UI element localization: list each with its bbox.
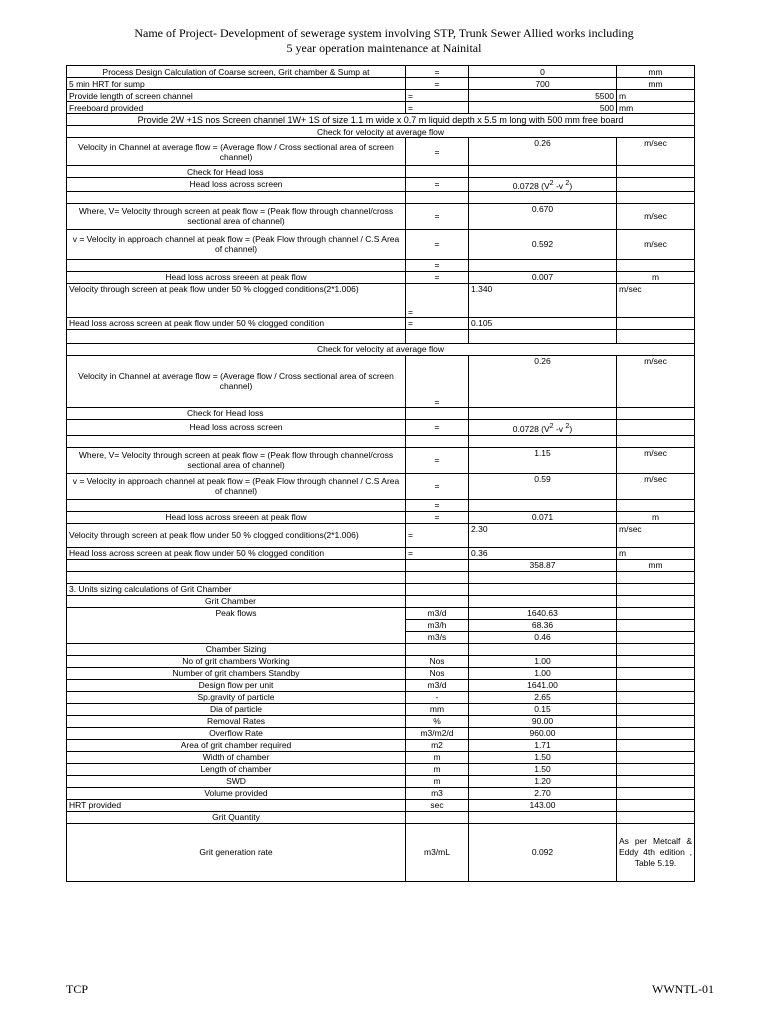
value-cell: 1.00 [469, 655, 617, 667]
param-cell: Head loss across sreeen at peak flow [67, 271, 406, 283]
table-row [67, 407, 695, 419]
equals-cell: = [406, 259, 469, 271]
empty-cell [617, 595, 695, 607]
table-row [67, 787, 695, 799]
param-cell: Area of grit chamber required [67, 739, 406, 751]
table-row [67, 435, 695, 447]
empty-cell [617, 259, 695, 271]
empty-cell [469, 499, 617, 511]
unit-cell: mm [617, 559, 695, 571]
empty-cell [67, 559, 406, 571]
param-cell: Head loss across screen [67, 419, 406, 435]
empty-cell [617, 643, 695, 655]
formula-text: -v [553, 180, 566, 191]
section-heading: 3. Units sizing calculations of Grit Chamber [67, 583, 406, 595]
equals-cell: = [406, 447, 469, 473]
value-cell: 90.00 [469, 715, 617, 727]
param-cell: Check for Head loss [67, 407, 406, 419]
table-row [67, 571, 695, 583]
table-row [67, 259, 695, 271]
param-cell: Volume provided [67, 787, 406, 799]
unit-cell: m [406, 775, 469, 787]
table-row [67, 655, 695, 667]
param-cell: Velocity through screen at peak flow under 50 % clogged conditions(2*1.006) [67, 523, 406, 547]
empty-cell [406, 329, 469, 343]
empty-cell [617, 178, 695, 192]
table-row [67, 473, 695, 499]
equals-cell: = [406, 355, 469, 407]
param-cell: Where, V= Velocity through screen at peak flow = (Peak flow through channel/cross sectional area of channel) [67, 447, 406, 473]
param-cell: 5 min HRT for sump [67, 78, 406, 90]
empty-cell [617, 655, 695, 667]
param-cell: v = Velocity in approach channel at peak flow = (Peak Flow through channel / C.S Area of channel) [67, 473, 406, 499]
unit-cell: m [617, 511, 695, 523]
table-row [67, 763, 695, 775]
param-cell: v = Velocity in approach channel at peak flow = (Peak Flow through channel / C.S Area of channel) [67, 229, 406, 259]
formula-text: 0.0728 (V [512, 180, 550, 191]
empty-cell [617, 607, 695, 619]
unit-cell: m/sec [617, 138, 695, 166]
formula-exponent: 2 [565, 179, 570, 187]
empty-cell [617, 727, 695, 739]
section-heading: Check for velocity at average flow [67, 343, 695, 355]
param-cell: Grit generation rate [67, 823, 406, 881]
empty-cell [406, 571, 469, 583]
empty-cell [617, 435, 695, 447]
empty-cell [469, 643, 617, 655]
table-row [67, 126, 695, 138]
empty-cell [617, 191, 695, 203]
unit-cell: mm [406, 703, 469, 715]
value-cell: 68.36 [469, 619, 617, 631]
param-cell: Where, V= Velocity through screen at peak flow = (Peak flow through channel/cross sectional area of channel) [67, 203, 406, 229]
param-cell: No of grit chambers Working [67, 655, 406, 667]
value-cell: 2.30 [469, 523, 617, 547]
table-row [67, 523, 695, 547]
equals-cell: = [406, 317, 469, 329]
empty-cell [406, 435, 469, 447]
equals-cell: = [406, 102, 469, 114]
value-cell: 0.59 [469, 473, 617, 499]
value-cell: 1.15 [469, 447, 617, 473]
value-cell: 0.15 [469, 703, 617, 715]
table-row [67, 583, 695, 595]
value-cell: 143.00 [469, 799, 617, 811]
table-row [67, 727, 695, 739]
unit-cell: m/sec [617, 203, 695, 229]
param-cell: Removal Rates [67, 715, 406, 727]
empty-cell [617, 679, 695, 691]
formula-cell [469, 419, 617, 435]
table-row [67, 799, 695, 811]
table-row [67, 283, 695, 317]
unit-cell: m [617, 271, 695, 283]
table-row [67, 703, 695, 715]
unit-cell: m3 [406, 787, 469, 799]
param-cell: Process Design Calculation of Coarse screen, Grit chamber & Sump at [67, 66, 406, 78]
table-row [67, 178, 695, 192]
value-cell: 1.20 [469, 775, 617, 787]
param-cell: Head loss across screen [67, 178, 406, 192]
unit-cell: m/sec [617, 473, 695, 499]
param-cell: Velocity in Channel at average flow = (Average flow / Cross sectional area of screen channel) [67, 138, 406, 166]
param-cell: Head loss across sreeen at peak flow [67, 511, 406, 523]
formula-exponent: 2 [549, 179, 554, 187]
table-row [67, 329, 695, 343]
empty-cell [406, 191, 469, 203]
empty-cell [617, 787, 695, 799]
unit-cell: m3/h [406, 619, 469, 631]
value-cell: 500 [469, 102, 617, 114]
unit-cell: mm [617, 78, 695, 90]
table-row [67, 823, 695, 881]
empty-cell [617, 667, 695, 679]
table-row [67, 751, 695, 763]
empty-cell [617, 619, 695, 631]
reference-note: As per Metcalf & Eddy 4th edition , Table 5.19. [617, 823, 695, 881]
equals-cell: = [406, 499, 469, 511]
empty-cell [67, 571, 406, 583]
empty-cell [617, 811, 695, 823]
table-row [67, 114, 695, 126]
unit-cell: m2 [406, 739, 469, 751]
equals-cell: = [406, 178, 469, 192]
equals-cell: = [406, 66, 469, 78]
value-cell: 358.87 [469, 559, 617, 571]
empty-cell [67, 191, 406, 203]
empty-cell [469, 595, 617, 607]
empty-cell [617, 775, 695, 787]
param-cell: Provide length of screen channel [67, 90, 406, 102]
value-cell: 0.36 [469, 547, 617, 559]
empty-cell [469, 583, 617, 595]
unit-cell: m/sec [617, 447, 695, 473]
table-row [67, 511, 695, 523]
empty-cell [469, 329, 617, 343]
empty-cell [406, 166, 469, 178]
unit-cell: m3/mL [406, 823, 469, 881]
value-cell: 1640.63 [469, 607, 617, 619]
formula-text: -v [553, 423, 566, 434]
param-cell: Number of grit chambers Standby [67, 667, 406, 679]
provision-note: Provide 2W +1S nos Screen channel 1W+ 1S of size 1.1 m wide x 0.7 m liquid depth x 5.5 m long with 500 mm free board [67, 114, 695, 126]
equals-cell: = [406, 523, 469, 547]
project-title-line2: 5 year operation maintenance at Nainital [286, 41, 482, 55]
value-cell: 1.71 [469, 739, 617, 751]
formula-text: 0.0728 (V [512, 423, 550, 434]
empty-cell [406, 595, 469, 607]
empty-cell [469, 407, 617, 419]
empty-cell [469, 435, 617, 447]
formula-text: ) [569, 423, 573, 434]
unit-cell: mm [617, 66, 695, 78]
unit-cell: Nos [406, 655, 469, 667]
section-heading: Chamber Sizing [67, 643, 406, 655]
value-cell: 0 [469, 66, 617, 78]
table-row [67, 691, 695, 703]
value-cell: 1.50 [469, 763, 617, 775]
table-row [67, 343, 695, 355]
table-row [67, 739, 695, 751]
param-cell: Dia of particle [67, 703, 406, 715]
footer-left-label: TCP [66, 982, 89, 996]
footer-document-code: WWNTL-01 [652, 982, 714, 996]
table-row [67, 203, 695, 229]
unit-cell: sec [406, 799, 469, 811]
section-heading: Check for velocity at average flow [67, 126, 695, 138]
value-cell: 1641.00 [469, 679, 617, 691]
value-cell: 0.46 [469, 631, 617, 643]
value-cell: 1.00 [469, 667, 617, 679]
empty-cell [67, 435, 406, 447]
unit-cell: - [406, 691, 469, 703]
unit-cell: Nos [406, 667, 469, 679]
empty-cell [469, 166, 617, 178]
table-row [67, 66, 695, 78]
table-row [67, 607, 695, 619]
equals-cell: = [406, 419, 469, 435]
empty-cell [67, 499, 406, 511]
value-cell: 2.65 [469, 691, 617, 703]
empty-cell [469, 191, 617, 203]
table-row [67, 419, 695, 435]
unit-cell: m/sec [617, 523, 695, 547]
table-row [67, 229, 695, 259]
table-row [67, 138, 695, 166]
table-row [67, 102, 695, 114]
unit-cell: mm [617, 102, 695, 114]
param-cell: Length of chamber [67, 763, 406, 775]
empty-cell [617, 166, 695, 178]
param-cell: Sp.gravity of particle [67, 691, 406, 703]
table-row [67, 559, 695, 571]
value-cell: 0.092 [469, 823, 617, 881]
table-row [67, 667, 695, 679]
equals-cell: = [406, 547, 469, 559]
equals-cell: = [406, 271, 469, 283]
value-cell: 5500 [469, 90, 617, 102]
empty-cell [617, 739, 695, 751]
empty-cell [617, 407, 695, 419]
empty-cell [617, 583, 695, 595]
empty-cell [617, 419, 695, 435]
empty-cell [617, 571, 695, 583]
value-cell: 0.26 [469, 355, 617, 407]
value-cell: 960.00 [469, 727, 617, 739]
table-row [67, 447, 695, 473]
empty-cell [617, 751, 695, 763]
empty-cell [617, 763, 695, 775]
empty-cell [406, 811, 469, 823]
table-row [67, 191, 695, 203]
equals-cell: = [406, 78, 469, 90]
formula-cell [469, 178, 617, 192]
unit-cell: m/sec [617, 355, 695, 407]
table-row [67, 355, 695, 407]
table-row [67, 595, 695, 607]
equals-cell: = [406, 283, 469, 317]
param-cell: Design flow per unit [67, 679, 406, 691]
value-cell: 0.592 [469, 229, 617, 259]
empty-cell [617, 703, 695, 715]
equals-cell: = [406, 90, 469, 102]
unit-cell: % [406, 715, 469, 727]
equals-cell: = [406, 203, 469, 229]
equals-cell: = [406, 138, 469, 166]
empty-cell [617, 631, 695, 643]
table-row [67, 775, 695, 787]
empty-cell [617, 691, 695, 703]
unit-cell: m/sec [617, 229, 695, 259]
empty-cell [406, 643, 469, 655]
unit-cell: m [406, 763, 469, 775]
param-cell: Velocity in Channel at average flow = (Average flow / Cross sectional area of screen channel) [67, 355, 406, 407]
equals-cell: = [406, 511, 469, 523]
param-cell: Head loss across screen at peak flow under 50 % clogged condition [67, 547, 406, 559]
empty-cell [617, 499, 695, 511]
param-cell: Head loss across screen at peak flow under 50 % clogged condition [67, 317, 406, 329]
param-cell: Velocity through screen at peak flow under 50 % clogged conditions(2*1.006) [67, 283, 406, 317]
empty-cell [469, 811, 617, 823]
param-cell: HRT provided [67, 799, 406, 811]
empty-cell [406, 583, 469, 595]
equals-cell: = [406, 229, 469, 259]
table-row [67, 679, 695, 691]
empty-cell [406, 559, 469, 571]
param-cell: Peak flows [67, 607, 406, 643]
empty-cell [469, 259, 617, 271]
unit-cell: m3/d [406, 679, 469, 691]
empty-cell [469, 571, 617, 583]
value-cell: 0.105 [469, 317, 617, 329]
value-cell: 0.071 [469, 511, 617, 523]
unit-cell: m3/d [406, 607, 469, 619]
table-row [67, 78, 695, 90]
table-row [67, 547, 695, 559]
value-cell: 0.670 [469, 203, 617, 229]
table-row [67, 90, 695, 102]
unit-cell: m [617, 90, 695, 102]
value-cell: 0.007 [469, 271, 617, 283]
table-row [67, 811, 695, 823]
empty-cell [67, 259, 406, 271]
empty-cell [617, 799, 695, 811]
empty-cell [617, 317, 695, 329]
table-row [67, 271, 695, 283]
table-row [67, 715, 695, 727]
param-cell: SWD [67, 775, 406, 787]
unit-cell: m3/s [406, 631, 469, 643]
table-row [67, 166, 695, 178]
value-cell: 0.26 [469, 138, 617, 166]
formula-exponent: 2 [549, 421, 554, 430]
formula-exponent: 2 [565, 421, 570, 430]
unit-cell: m [617, 547, 695, 559]
formula-text: ) [569, 180, 573, 191]
value-cell: 700 [469, 78, 617, 90]
value-cell: 2.70 [469, 787, 617, 799]
value-cell: 1.50 [469, 751, 617, 763]
unit-cell: m/sec [617, 283, 695, 317]
design-calculation-sheet [66, 65, 695, 882]
param-cell: Check for Head loss [67, 166, 406, 178]
empty-cell [67, 329, 406, 343]
equals-cell: = [406, 473, 469, 499]
empty-cell [617, 715, 695, 727]
unit-cell: m3/m2/d [406, 727, 469, 739]
section-heading: Grit Quantity [67, 811, 406, 823]
empty-cell [406, 407, 469, 419]
empty-cell [617, 329, 695, 343]
section-heading: Grit Chamber [67, 595, 406, 607]
param-cell: Width of chamber [67, 751, 406, 763]
param-cell: Overflow Rate [67, 727, 406, 739]
param-cell: Freeboard provided [67, 102, 406, 114]
unit-cell: m [406, 751, 469, 763]
project-title-line1: Name of Project- Development of sewerage system involving STP, Trunk Sewer Allied works including [134, 26, 634, 40]
value-cell: 1.340 [469, 283, 617, 317]
table-row [67, 643, 695, 655]
table-row [67, 499, 695, 511]
table-row [67, 317, 695, 329]
